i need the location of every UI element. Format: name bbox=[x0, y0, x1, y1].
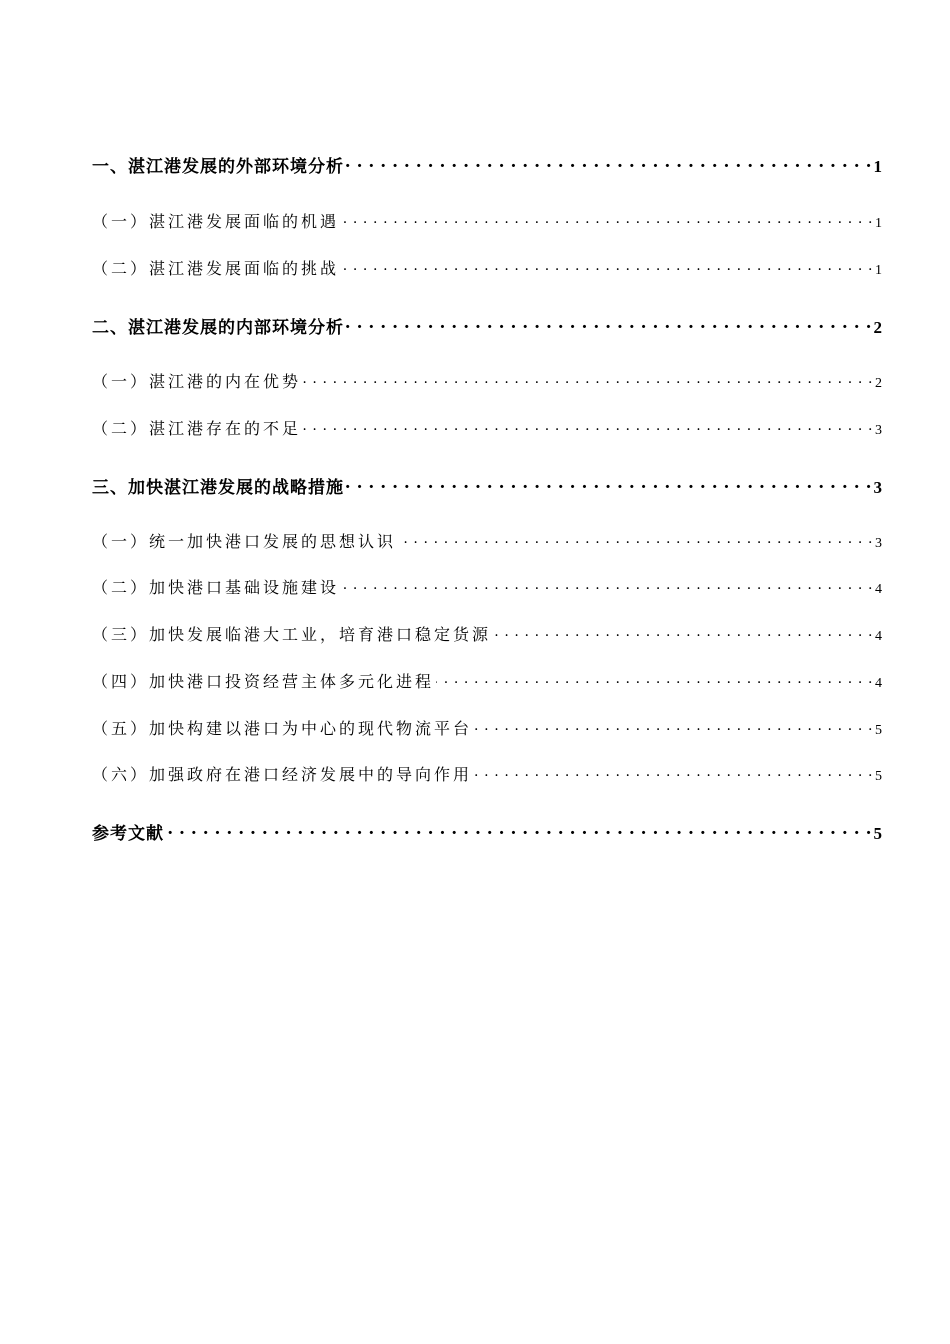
toc-entry-section-3-6[interactable] bbox=[92, 762, 882, 785]
toc-entry-section-3-3[interactable] bbox=[92, 622, 882, 645]
dot-leader bbox=[341, 258, 873, 274]
toc-entry-chapter-3[interactable] bbox=[92, 473, 882, 498]
dot-leader bbox=[436, 671, 873, 687]
toc-entry-section-3-1[interactable] bbox=[92, 529, 882, 552]
toc-entry-page: 5 bbox=[873, 824, 882, 843]
toc-entry-title: 参考文献 bbox=[92, 824, 164, 844]
dot-leader bbox=[346, 476, 872, 493]
dot-leader bbox=[341, 577, 873, 593]
toc-entry-page: 3 bbox=[873, 478, 882, 497]
toc-entry-chapter-1[interactable] bbox=[92, 152, 882, 177]
dot-leader bbox=[166, 822, 872, 839]
toc-entry-title: （一）湛江港的内在优势 bbox=[92, 372, 302, 391]
toc-entry-title: （四）加快港口投资经营主体多元化进程 bbox=[92, 672, 435, 691]
toc-entry-page: 1 bbox=[875, 216, 882, 231]
toc-entry-title: 二、湛江港发展的内部环境分析 bbox=[92, 318, 344, 338]
dot-leader bbox=[346, 155, 872, 172]
toc-entry-page: 3 bbox=[875, 423, 882, 438]
toc-entry-title: （二）湛江港发展面临的挑战 bbox=[92, 259, 340, 278]
toc-entry-page: 5 bbox=[875, 723, 882, 738]
toc-entry-title: （一）统一加快港口发展的思想认识 bbox=[92, 532, 397, 551]
toc-entry-section-1-2[interactable] bbox=[92, 256, 882, 279]
dot-leader bbox=[303, 371, 873, 387]
toc-entry-page: 2 bbox=[875, 376, 882, 391]
toc-entry-section-3-5[interactable] bbox=[92, 716, 882, 739]
toc-entry-title: （一）湛江港发展面临的机遇 bbox=[92, 212, 340, 231]
toc-entry-section-1-1[interactable] bbox=[92, 209, 882, 232]
toc-entry-section-3-4[interactable] bbox=[92, 669, 882, 692]
toc-entry-page: 4 bbox=[875, 676, 882, 691]
toc-entry-section-2-2[interactable] bbox=[92, 416, 882, 439]
toc-entry-page: 3 bbox=[875, 536, 882, 551]
toc-entry-page: 4 bbox=[875, 582, 882, 597]
toc-entry-section-2-1[interactable] bbox=[92, 369, 882, 392]
toc-entry-page: 1 bbox=[875, 263, 882, 278]
toc-entry-references[interactable] bbox=[92, 819, 882, 844]
toc-entry-title: 一、湛江港发展的外部环境分析 bbox=[92, 157, 344, 177]
dot-leader bbox=[474, 718, 873, 734]
dot-leader bbox=[474, 764, 873, 780]
toc-entry-page: 1 bbox=[873, 157, 882, 176]
dot-leader bbox=[493, 624, 873, 640]
toc-entry-title: （二）湛江港存在的不足 bbox=[92, 419, 302, 438]
toc-entry-page: 2 bbox=[873, 318, 882, 337]
toc-entry-page: 4 bbox=[875, 629, 882, 644]
toc-entry-page: 5 bbox=[875, 769, 882, 784]
dot-leader bbox=[398, 531, 873, 547]
toc-entry-title: （六）加强政府在港口经济发展中的导向作用 bbox=[92, 765, 473, 784]
dot-leader bbox=[341, 211, 873, 227]
dot-leader bbox=[303, 418, 873, 434]
dot-leader bbox=[346, 316, 872, 333]
toc-entry-title: 三、加快湛江港发展的战略措施 bbox=[92, 478, 344, 498]
toc-entry-section-3-2[interactable] bbox=[92, 575, 882, 598]
toc-entry-title: （三）加快发展临港大工业，培育港口稳定货源 bbox=[92, 625, 492, 644]
toc-entry-title: （五）加快构建以港口为中心的现代物流平台 bbox=[92, 719, 473, 738]
toc-entry-title: （二）加快港口基础设施建设 bbox=[92, 578, 340, 597]
toc-entry-chapter-2[interactable] bbox=[92, 313, 882, 338]
